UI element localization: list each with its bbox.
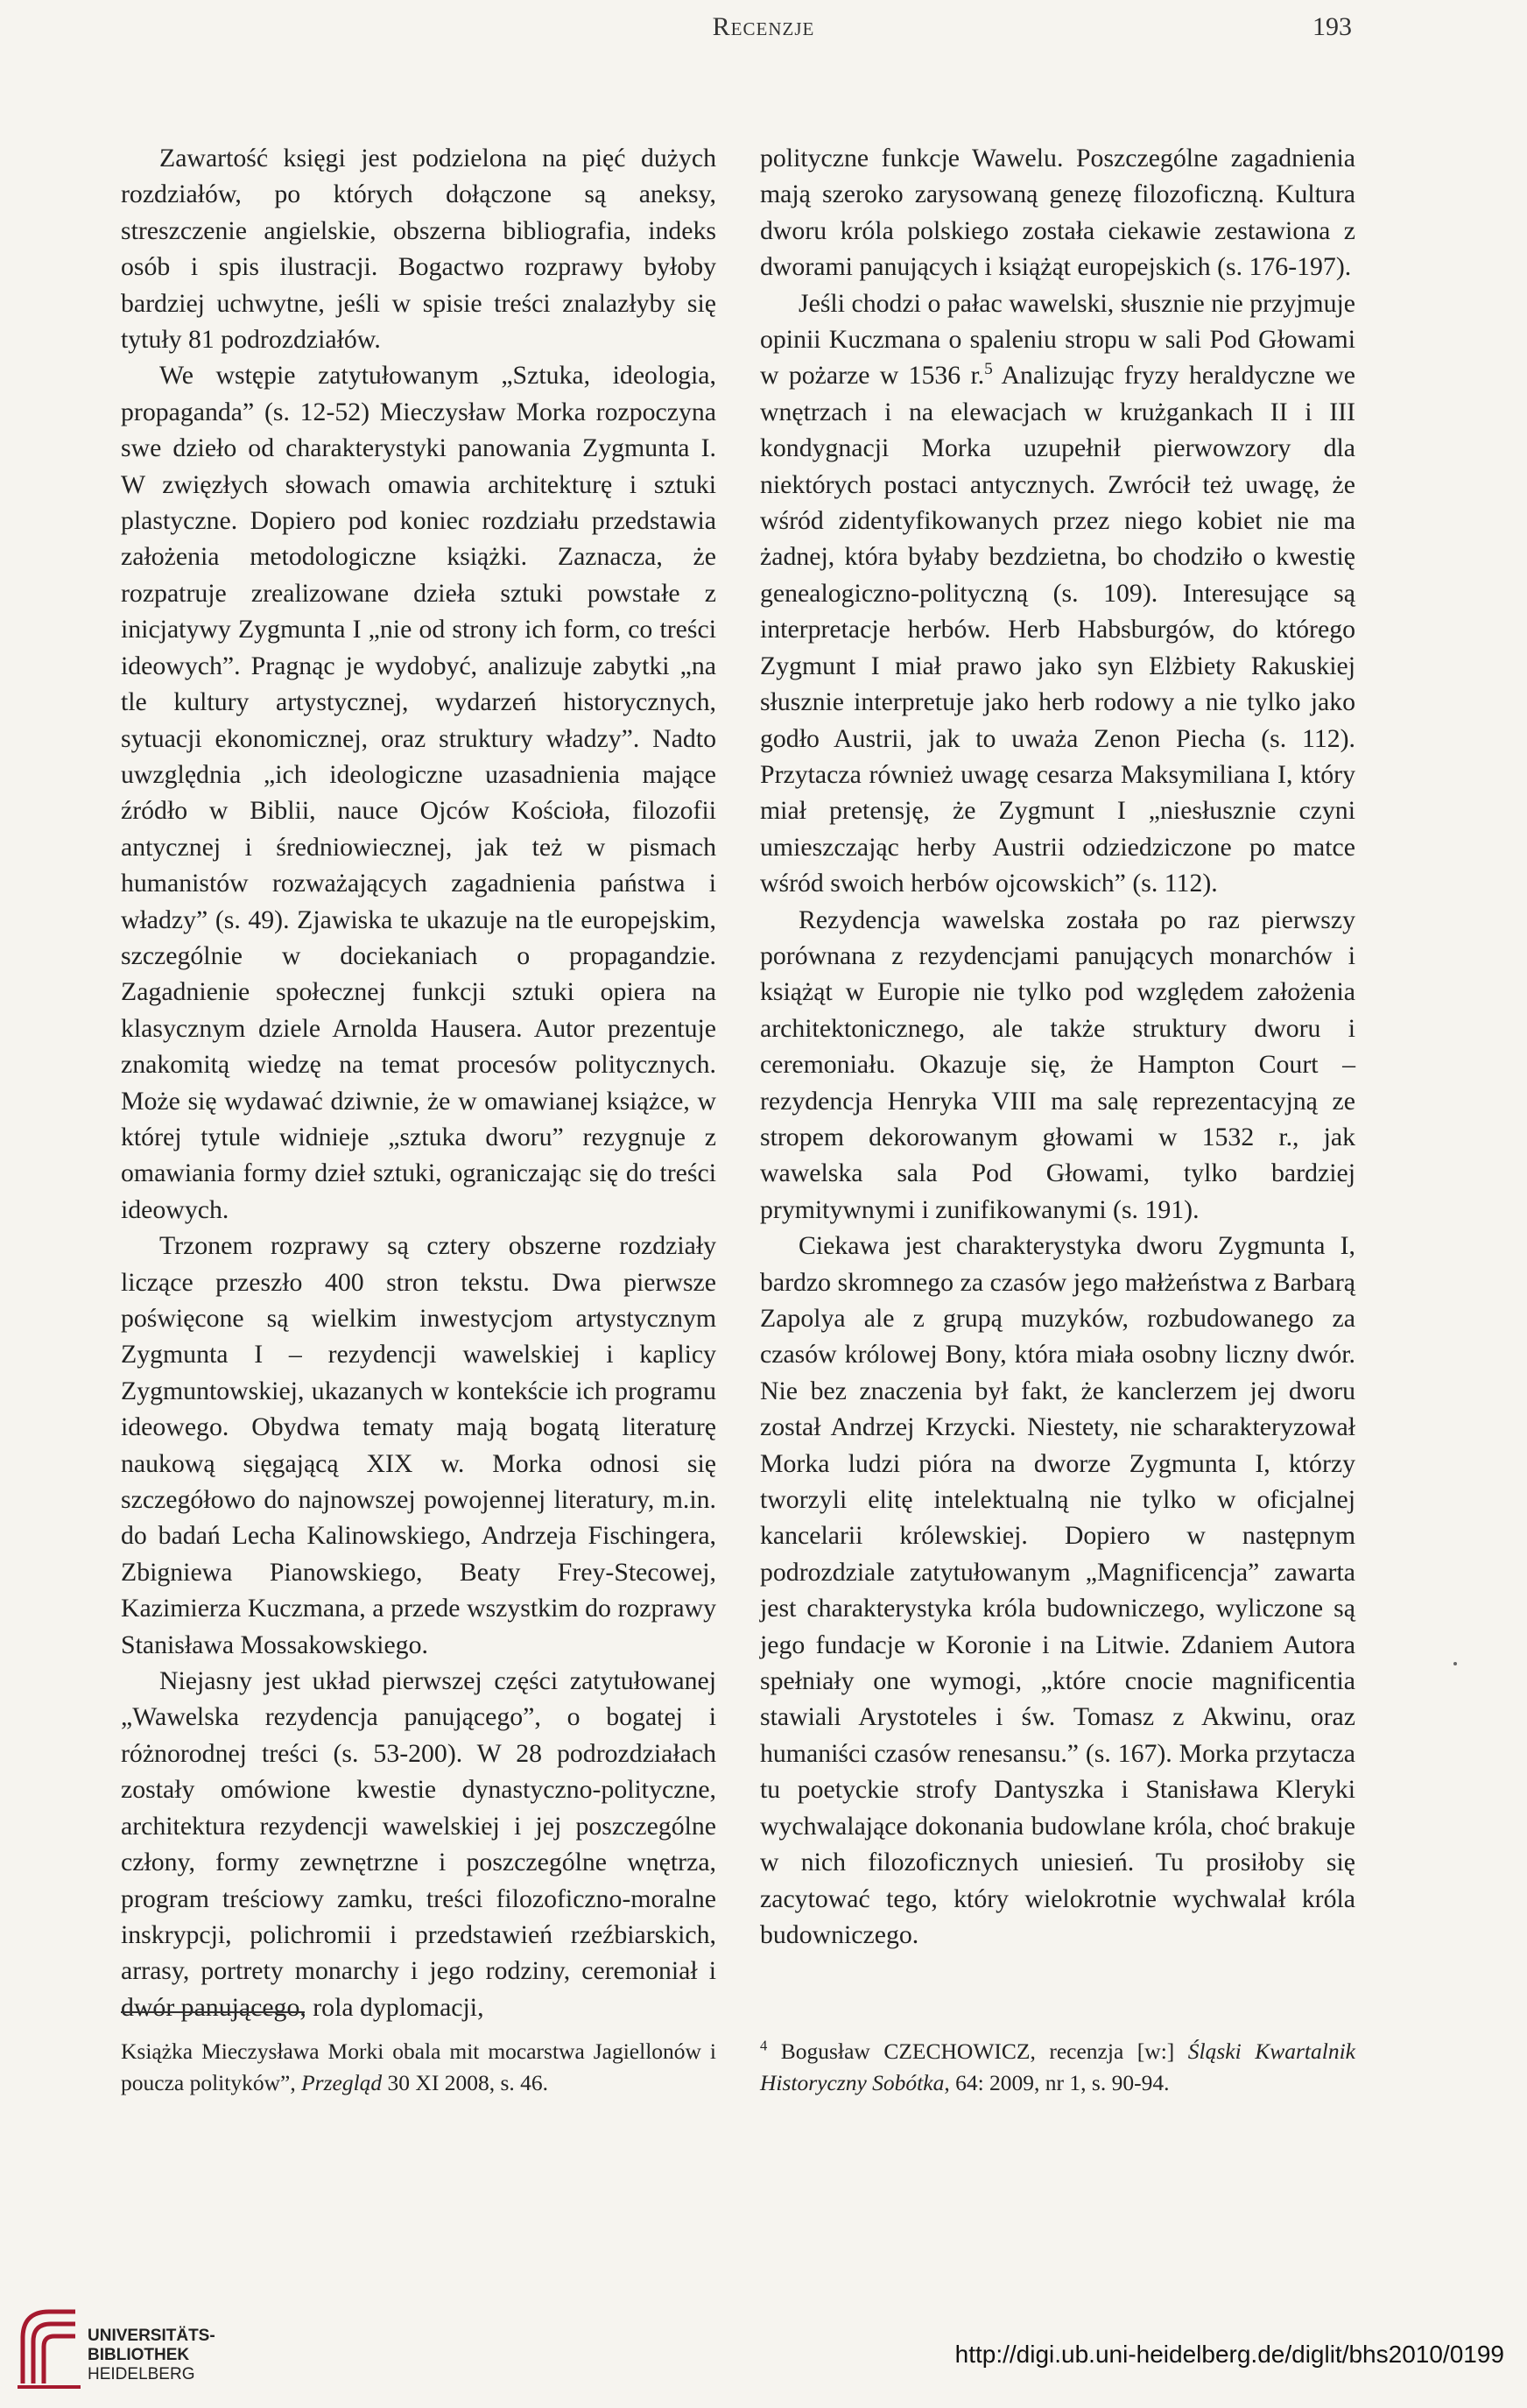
footnote-text: 30 XI 2008, s. 46. [382,2070,548,2095]
library-name-line: BIBLIOTHEK [88,2346,190,2364]
running-title: Recenzje [712,12,815,41]
paragraph [760,285,1355,902]
right-column [760,140,1355,1953]
paragraph: polityczne funkcje Wawelu. Poszczególne zagadnienia mają szeroko zarysowaną genezę filozoficzną. Kultura dworu króla polskiego została ciekawie zestawiona z dworami panujących i książąt europejskich (s. 176-197). [760,144,1355,282]
footnote-text: , 64: 2009, nr 1, s. 90-94. [944,2070,1170,2095]
footnote-journal: Przegląd [301,2070,383,2095]
scan-speck [1453,1662,1457,1665]
library-name-line: UNIVERSITÄTS- [88,2327,215,2345]
footnote-ref: 5 [984,360,993,379]
footnote-journal: Śląski Kwartalnik Historyczny Sobótka [760,2038,1355,2095]
paragraph: Ciekawa jest charakterystyka dworu Zygmunta I, bardzo skromnego za czasów jego małżeństwa z Barbarą Zapolya ale z grupą muzyków, rozbudowanego za czasów królowej Bony, która miała osobny liczny dwór. Nie bez znaczenia był fakt, że kanclerzem jej dworu został Andrzej Krzycki. Niestety, nie scharakteryzował Morka ludzi pióra na dworze Zygmunta I, którzy tworzyli elitę intelektualną nie tylko w oficjalnej kancelarii królewskiej. Dopiero w następnym podrozdziale zatytułowanym „Magnificencja” zawarta jest charakterystyka króla budowniczego, wyliczone są jego fundacje w Koronie i na Litwie. Zdaniem Autora spełniały one wymogi, „które cnocie magnificentia stawiali Arystoteles i św. Tomasz z Akwinu, oraz humaniści czasów renesansu.” (s. 167). Morka przytacza tu poetyckie strofy Dantyszka i Stanisława Kleryki wychwalające dokonania budowlane króla, choć brakuje w nich filozoficznych uniesień. Tu prosiłoby się zacytować tego, który wielokrotnie wychwalał króla budowniczego. [760,1231,1355,1949]
paragraph: We wstępie zatytułowanym „Sztuka, ideologia, propaganda” (s. 12-52) Mieczysław Morka rozpoczyna swe dzieło od charakterystyki panowania Zygmunta I. W zwięzłych słowach omawia architekturę i sztuki plastyczne. Dopiero pod koniec rozdziału przedstawia założenia metodologiczne książki. Zaznacza, że rozpatruje zrealizowane dzieła sztuki powstałe z inicjatywy Zygmunta I „nie od strony ich form, co treści ideowych”. Pragnąc je wydobyć, analizuje zabytki „na tle kultury artystycznej, wydarzeń historycznych, sytuacji ekonomicznej, oraz struktury władzy”. Nadto uwzględnia „ich ideologiczne uzasadnienia mające źródło w Biblii, nauce Ojców Kościoła, filozofii antycznej i średniowiecznej, jak też w pismach humanistów rozważających zagadnienia państwa i władzy” (s. 49). Zjawiska te ukazuje na tle europejskim, szczególnie w dociekaniach o propagandzie. Zagadnienie społecznej funkcji sztuki opiera na klasycznym dziele Arnolda Hausera. Autor prezentuje znakomitą wiedzę na temat procesów politycznych. Może się wydawać dziwnie, że w omawianej książce, w której tytule widnieje „sztuka dworu” rezygnuje z omawiania formy dzieł sztuki, ograniczając się do treści ideowych. [121,361,716,1224]
source-url-link[interactable]: http://digi.ub.uni-heidelberg.de/diglit/bhs2010/0199 [954,2341,1504,2368]
paragraph: Zawartość księgi jest podzielona na pięć dużych rozdziałów, po których dołączone są aneksy, streszczenie angielskie, obszerna bibliografia, indeks osób i spis ilustracji. Bogactwo rozprawy byłoby bardziej uchwytne, jeśli w spisie treści znalazłyby się tytuły 81 podrozdziałów. [121,144,716,355]
library-name-line: HEIDELBERG [88,2365,195,2383]
left-column [121,140,716,2025]
footnote-right [760,2036,1355,2099]
paragraph: Niejasny jest układ pierwszej części zatytułowanej „Wawelska rezydencja panującego”, o bogatej i różnorodnej treści (s. 53-200). W 28 podrozdziałach zostały omówione kwestie dynastyczno-polityczne, architektura rezydencji wawelskiej i jej poszczególne człony, formy zewnętrzne i poszczególne wnętrza, program treściowy zamku, treści filozoficzno-moralne inskrypcji, polichromii i przedstawień rzeźbiarskich, arrasy, portrety monarchy i jego rodziny, ceremoniał i dwór panującego, rola dyplomacji, [121,1666,716,2022]
page-number: 193 [1312,12,1352,41]
footnote-text: Książka Mieczysława Morki obala mit mocarstwa Jagiellonów i poucza polityków”, [121,2038,716,2095]
paragraph: Rezydencja wawelska została po raz pierwszy porównana z rezydencjami panujących monarchów i książąt w Europie nie tylko pod względem założenia architektonicznego, ale także struktury dworu i ceremoniału. Okazuje się, że Hampton Court – rezydencja Henryka VIII ma salę reprezentacyjną ze stropem dekorowanym głowami w 1532 r., jak wawelska sala Pod Głowami, tylko bardziej prymitywnymi i zunifikowanymi (s. 191). [760,905,1355,1224]
footnote-number: 4 [760,2037,768,2054]
paragraph: Trzonem rozprawy są cztery obszerne rozdziały liczące przeszło 400 stron tekstu. Dwa pierwsze poświęcone są wielkim inwestycjom artystycznym Zygmunta I – rezydencji wawelskiej i kaplicy Zygmuntowskiej, ukazanych w kontekście ich programu ideowego. Obydwa tematy mają bogatą literaturę naukową sięgającą XIX w. Morka odnosi się szczegółowo do najnowszej powojennej literatury, m.in. do badań Lecha Kalinowskiego, Andrzeja Fischingera, Zbigniewa Pianowskiego, Beaty Frey-Stecowej, Kazimierza Kuczmana, a przede wszystkim do rozprawy Stanisława Mossakowskiego. [121,1231,716,1659]
library-name [88,2327,215,2384]
footnote-left [121,2036,716,2099]
paragraph-text: Analizując fryzy heraldyczne we wnętrzach i na elewacjach w krużgankach II i III kondygnacji Morka uzupełnił pierwowzory dla niektórych postaci antycznych. Zwrócił też uwagę, że wśród zidentyfikowanych przez niego kobiet nie ma żadnej, która byłaby bezdzietna, bo chodziło o kwestię genealogiczno-polityczną (s. 109). Interesujące są interpretacje herbów. Herb Habsburgów, do którego Zygmunt I miał prawo jako syn Elżbiety Rakuskiej słusznie interpretuje jako herb rodowy a nie tylko jako godło Austrii, jak to uważa Zenon Piecha (s. 112). Przytacza również uwagę cesarza Maksymiliana I, który miał pretensję, że Zygmunt I „niesłusznie czyni umieszczając herby Austrii odziedziczone po matce wśród swoich herbów ojcowskich” (s. 112). [760,361,1355,898]
footnote-separator [121,2011,305,2013]
paragraph-text: Jeśli chodzi o pałac wawelski, słusznie nie przyjmuje opinii Kuczmana o spaleniu stropu w sali Pod Głowami w pożarze w 1536 r. [760,288,1355,391]
footnote-text: Bogusław CZECHOWICZ, recenzja [w:] [767,2038,1188,2064]
library-logo-icon [14,2303,84,2390]
